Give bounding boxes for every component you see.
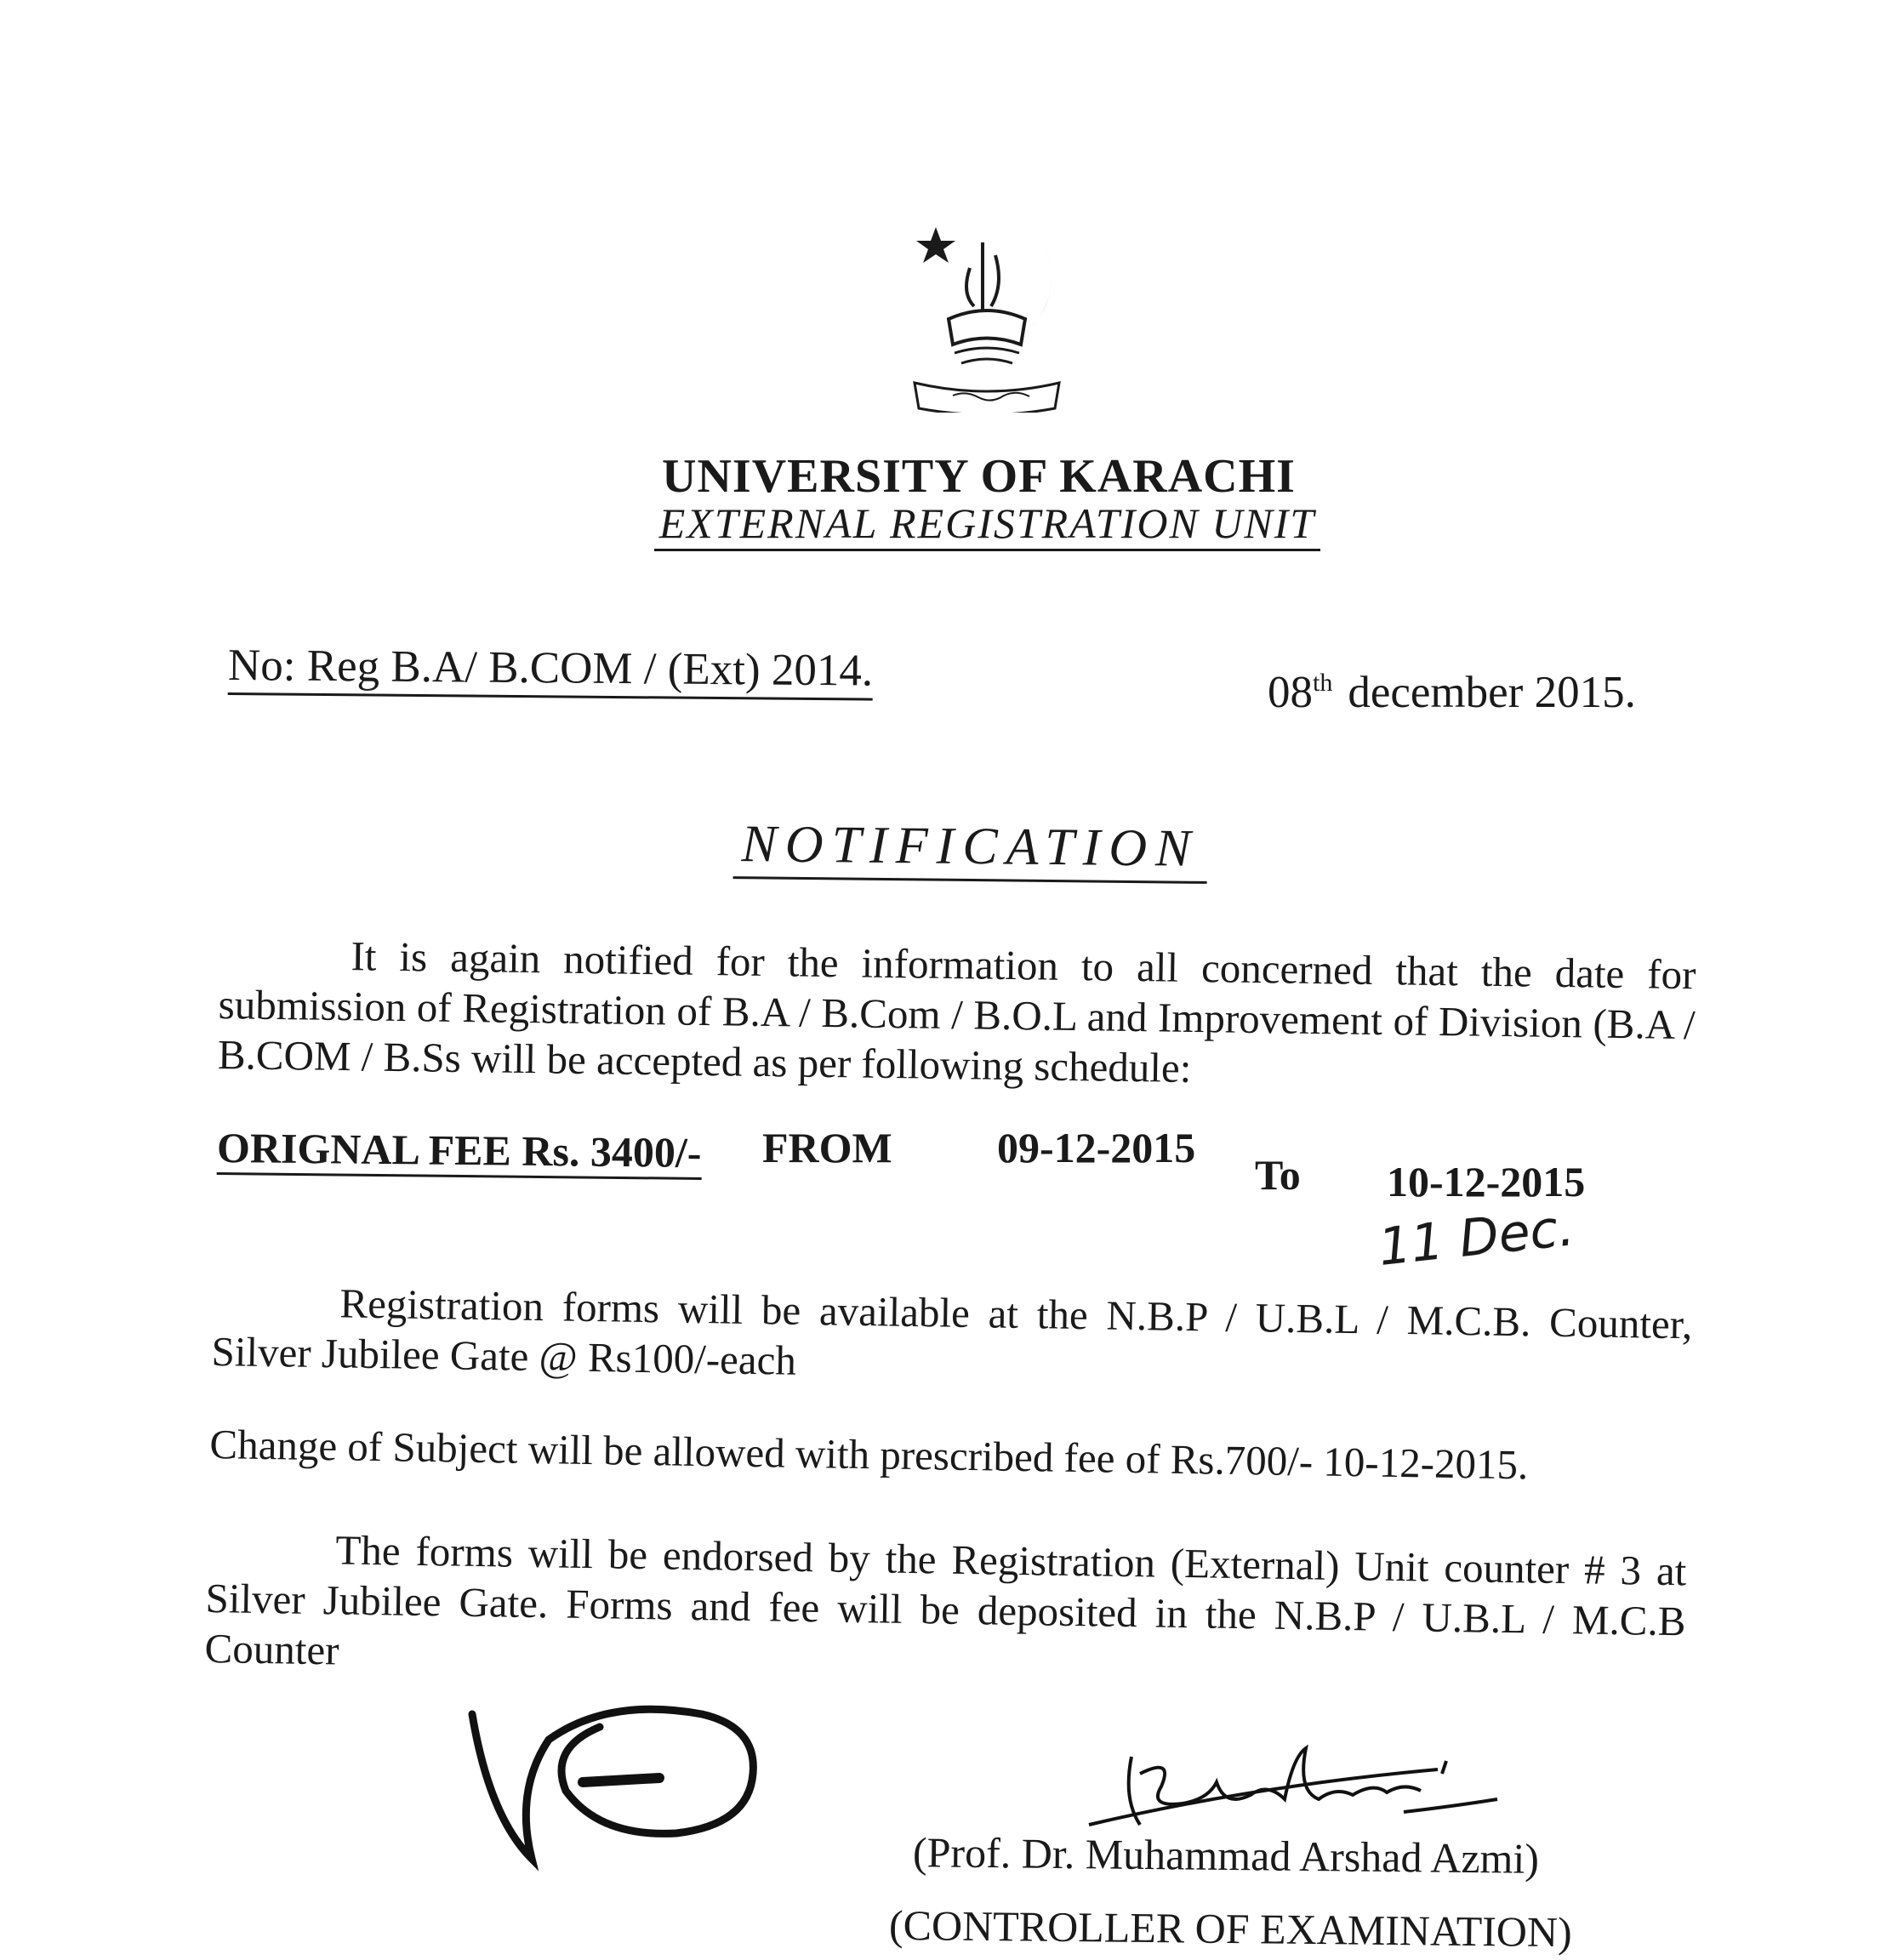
notification-heading [30,806,1881,886]
university-seal-logo [902,217,1072,413]
fee-start-date: 09-12-2015 [997,1124,1196,1171]
issue-date [1268,667,1636,718]
issue-date-day: 08 [1268,668,1313,717]
unit-subtitle-text: EXTERNAL REGISTRATION UNIT [654,499,1320,551]
fee-to-word: To [1255,1151,1301,1199]
institution-title: UNIVERSITY OF KARACHI [662,450,1296,503]
paragraph-change-of-subject: Change of Subject will be allowed with prescribed fee of Rs.700/- 10-12-2015. [209,1420,1529,1489]
handwritten-note: 11 Dec. [1375,1198,1577,1278]
signatory-designation: (CONTROLLER OF EXAMINATION) [888,1900,1572,1957]
issue-date-suffix: th [1313,669,1333,698]
fee-label: ORIGNAL FEE Rs. 3400/- [217,1123,702,1180]
notification-heading-text: NOTIFICATION [732,815,1208,884]
reference-number: No: Reg B.A/ B.COM / (Ext) 2014. [228,640,874,701]
signatory-name: (Prof. Dr. Muhammad Arshad Azmi) [912,1828,1540,1883]
signature-scribble [1080,1740,1506,1842]
handwritten-loop-mark [455,1689,770,1872]
unit-subtitle [47,499,1881,548]
fee-end-date: 10-12-2015 [1387,1158,1586,1205]
paragraph-forms-availability: Registration forms will be available at the N.B.P / U.B.L / M.C.B. Counter, Silver Jubilee Gate @ Rs100/-each [211,1279,1693,1384]
paragraph-endorsement: The forms will be endorsed by the Registration (External) Unit counter # 3 at Silver Jubilee Gate. Forms and fee will be deposited in the N.B.P / U.B.L / M.C.B Counter [204,1526,1687,1674]
paragraph-schedule-intro: It is again notified for the information to all concerned that the date for submission of Registration of B.A / B.Com / B.O.L and Improvement of Division (B.A / B.COM / B.Ss will be accepted as per following schedule: [217,932,1696,1091]
fee-from-word: FROM [762,1124,892,1171]
issue-date-rest: december 2015. [1348,668,1636,717]
